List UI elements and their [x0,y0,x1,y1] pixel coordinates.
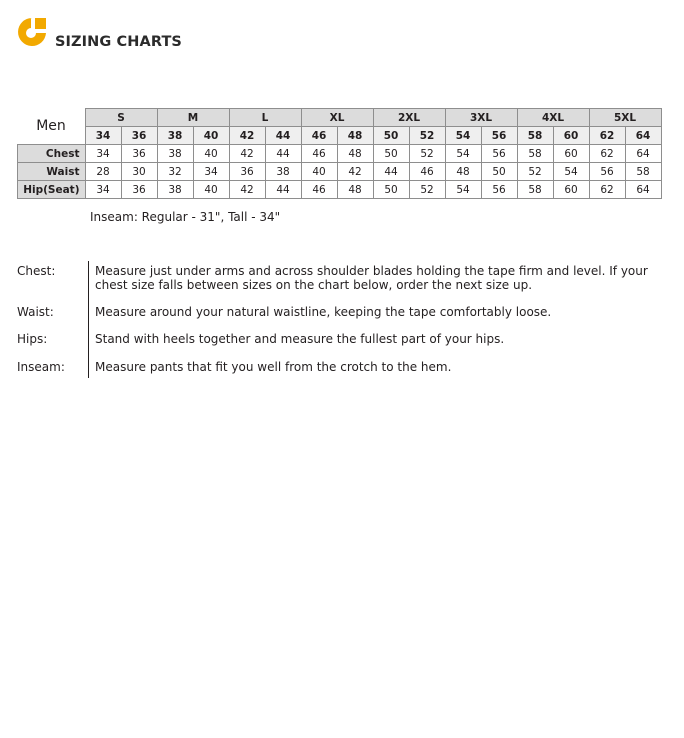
table-cell: 56 [589,163,625,181]
brand-logo-icon [17,16,47,50]
table-cell: 32 [157,163,193,181]
table-cell: 40 [193,181,229,199]
size-header-4xl: 4XL [517,109,589,127]
table-cell: 36 [121,145,157,163]
size-number: 48 [337,127,373,145]
table-cell: 54 [445,181,481,199]
size-number: 64 [625,127,661,145]
table-cell: 38 [157,145,193,163]
table-cell: 50 [373,145,409,163]
table-cell: 54 [445,145,481,163]
size-number: 46 [301,127,337,145]
measure-term: Inseam: [17,360,65,374]
table-cell: 28 [85,163,121,181]
size-number: 60 [553,127,589,145]
size-number: 56 [481,127,517,145]
table-cell: 50 [373,181,409,199]
size-number: 38 [157,127,193,145]
size-number: 42 [229,127,265,145]
measure-divider [88,261,89,378]
measure-description: Measure just under arms and across shoulder blades holding the tape firm and level. If your chest size falls between sizes on the chart below, order the next size up. [95,264,648,292]
table-cell: 52 [517,163,553,181]
measure-description: Measure pants that fit you well from the crotch to the hem. [95,360,452,374]
table-row-waist [18,163,662,181]
size-number: 36 [121,127,157,145]
table-cell: 60 [553,181,589,199]
table-cell: 52 [409,145,445,163]
sizing-table [17,108,662,199]
table-cell: 58 [517,145,553,163]
table-cell: 58 [517,181,553,199]
table-cell: 42 [229,181,265,199]
size-header-3xl: 3XL [445,109,517,127]
size-number: 62 [589,127,625,145]
table-cell: 56 [481,145,517,163]
size-header-5xl: 5XL [589,109,661,127]
table-cell: 36 [121,181,157,199]
table-corner-label: Men [36,118,66,135]
table-cell: 54 [553,163,589,181]
size-number: 34 [85,127,121,145]
table-cell: 30 [121,163,157,181]
table-row-hip [18,181,662,199]
size-number: 44 [265,127,301,145]
table-row-chest [18,145,662,163]
table-cell: 50 [481,163,517,181]
row-label-waist: Waist [18,163,86,181]
size-header-row [18,109,662,127]
size-number: 54 [445,127,481,145]
table-cell: 46 [301,145,337,163]
table-cell: 44 [265,145,301,163]
table-cell: 44 [373,163,409,181]
measure-term: Hips: [17,332,48,346]
table-cell: 48 [445,163,481,181]
table-cell: 40 [301,163,337,181]
measure-description: Stand with heels together and measure the fullest part of your hips. [95,332,505,346]
table-cell: 48 [337,181,373,199]
row-label-hip: Hip(Seat) [18,181,86,199]
table-cell: 34 [85,145,121,163]
table-cell: 64 [625,145,661,163]
inseam-note: Inseam: Regular - 31", Tall - 34" [90,210,281,224]
size-header-s: S [85,109,157,127]
table-cell: 58 [625,163,661,181]
table-cell: 34 [85,181,121,199]
table-cell: 46 [409,163,445,181]
table-cell: 34 [193,163,229,181]
table-cell: 62 [589,181,625,199]
table-cell: 38 [265,163,301,181]
size-header-xl: XL [301,109,373,127]
table-cell: 42 [337,163,373,181]
table-cell: 56 [481,181,517,199]
size-header-2xl: 2XL [373,109,445,127]
table-cell: 44 [265,181,301,199]
measure-term: Chest: [17,264,56,278]
size-header-m: M [157,109,229,127]
table-cell: 62 [589,145,625,163]
table-cell: 36 [229,163,265,181]
table-cell: 60 [553,145,589,163]
table-cell: 52 [409,181,445,199]
size-number: 40 [193,127,229,145]
size-number: 50 [373,127,409,145]
table-cell: 64 [625,181,661,199]
page-title: SIZING CHARTS [55,34,182,50]
row-label-chest: Chest [18,145,86,163]
size-number: 52 [409,127,445,145]
measure-description: Measure around your natural waistline, keeping the tape comfortably loose. [95,305,552,319]
table-cell: 40 [193,145,229,163]
measure-term: Waist: [17,305,54,319]
table-cell: 48 [337,145,373,163]
size-number: 58 [517,127,553,145]
table-cell: 38 [157,181,193,199]
size-number-row [18,127,662,145]
table-cell: 46 [301,181,337,199]
table-cell: 42 [229,145,265,163]
size-header-l: L [229,109,301,127]
